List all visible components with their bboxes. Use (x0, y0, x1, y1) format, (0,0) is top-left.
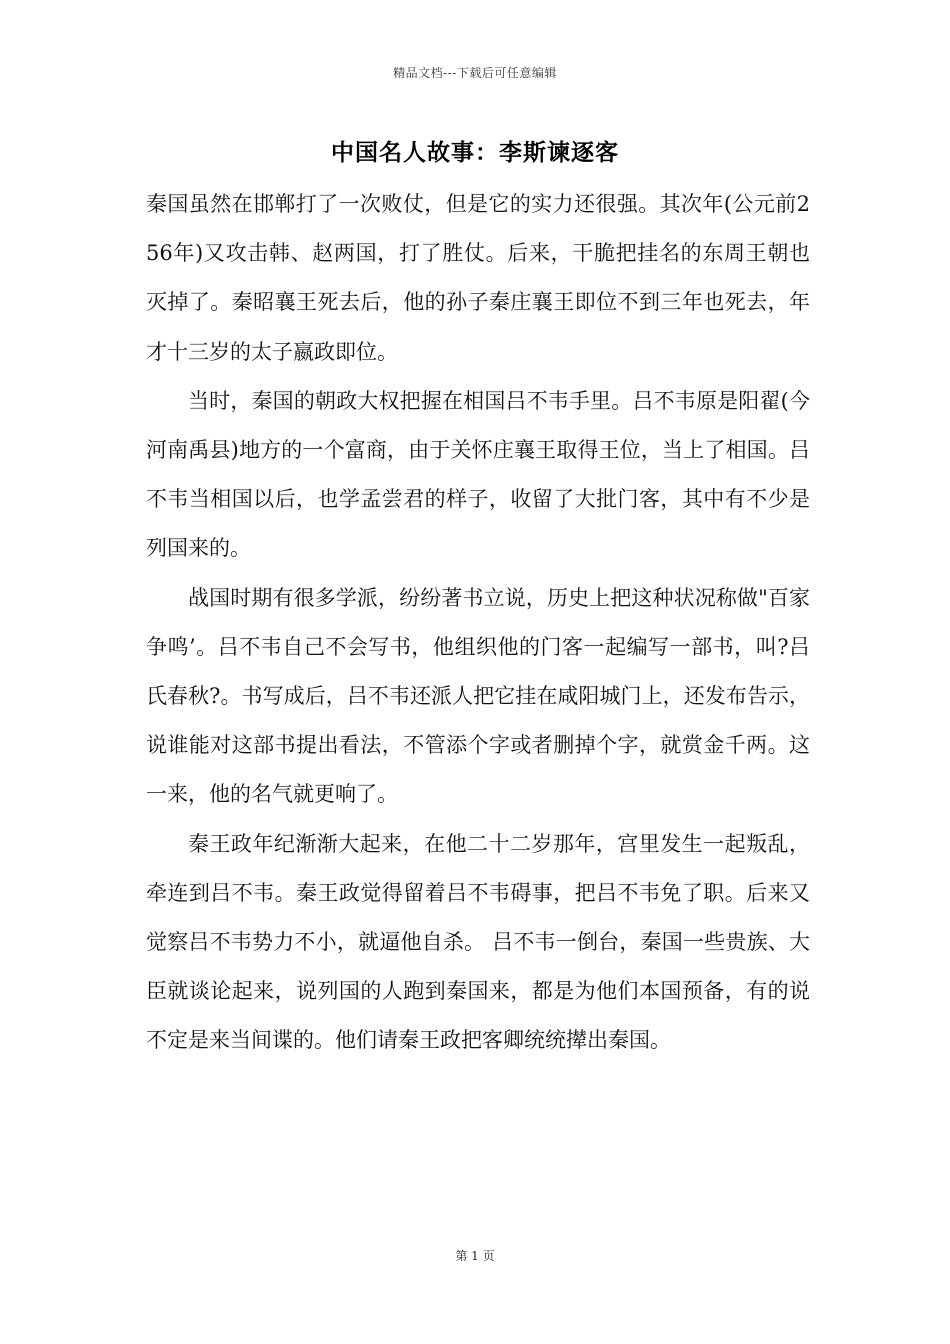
paragraph-2: 当时，秦国的朝政大权把握在相国吕不韦手里。吕不韦原是阳翟(今河南禹县)地方的一个富商，由于关怀庄襄王取得王位，当上了相国。吕不韦当相国以后，也学孟尝君的样子，收留了大批门客，其中有不少是列国来的。 (146, 388, 810, 561)
paragraph-4: 秦王政年纪渐渐大起来，在他二十二岁那年，宫里发生一起叛乱，牵连到吕不韦。秦王政觉得留着吕不韦碍事，把吕不韦免了职。后来又觉察吕不韦势力不小，就逼他自杀。 吕不韦一倒台，秦国一些贵族、大臣就谈论起来，说列国的人跑到秦国来，都是为他们本国预备，有的说不定是来当间谍的。他们请秦王政把客卿统统撵出秦国。 (146, 831, 810, 1053)
page-number: 第 1 页 (455, 1249, 495, 1263)
document-body (146, 180, 810, 1066)
paragraph-1: 秦国虽然在邯郸打了一次败仗，但是它的实力还很强。其次年(公元前256年)又攻击韩、赵两国，打了胜仗。后来，干脆把挂名的东周王朝也灭掉了。秦昭襄王死去后，他的孙子秦庄襄王即位不到三年也死去，年才十三岁的太子嬴政即位。 (146, 192, 810, 364)
document-title: 中国名人故事：李斯谏逐客 (331, 139, 619, 166)
page-header: 精品文档---下载后可任意编辑 (393, 66, 557, 80)
paragraph-3: 战国时期有很多学派，纷纷著书立说，历史上把这种状况称做"百家争鸣’。吕不韦自己不会写书，他组织他的门客一起编写一部书，叫?吕氏春秋?。书写成后，吕不韦还派人把它挂在咸阳城门上，还发布告示，说谁能对这部书提出看法，不管添个字或者删掉个字，就赏金千两。这一来，他的名气就更响了。 (146, 585, 810, 807)
